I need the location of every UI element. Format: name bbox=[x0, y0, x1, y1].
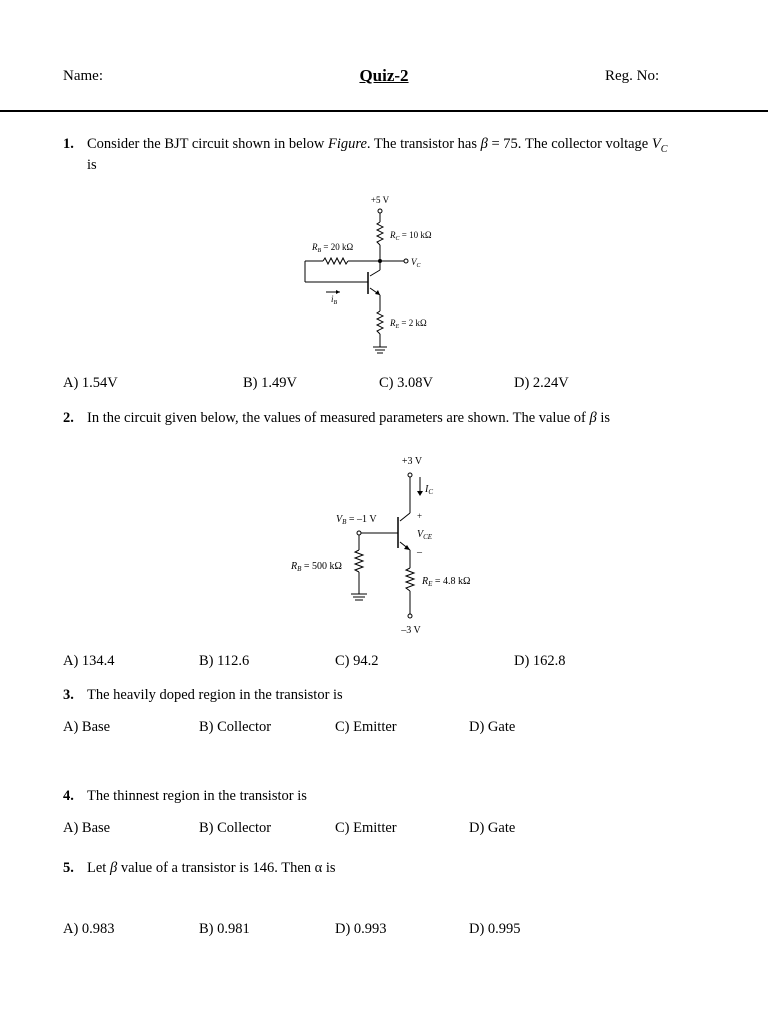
re-resistor bbox=[406, 568, 414, 591]
page-title: Quiz-2 bbox=[359, 66, 409, 85]
question-1 bbox=[63, 134, 723, 178]
supply-top-label: +3 V bbox=[401, 456, 423, 467]
q4-option-d: D) Gate bbox=[469, 820, 516, 836]
rb-resistor bbox=[323, 258, 348, 264]
circuit-figure-1 bbox=[290, 190, 470, 360]
reg-no-label: Reg. No: bbox=[605, 68, 660, 84]
q4-option-a: A) Base bbox=[63, 820, 111, 836]
question-4 bbox=[63, 786, 723, 808]
ic-label: $I_C$ bbox=[425, 484, 434, 496]
rb-label: $R_B = 20$ kΩ bbox=[312, 242, 354, 254]
vc-label: $V_C$ bbox=[411, 257, 421, 269]
vb-label: $V_B = -1$ V bbox=[336, 514, 377, 526]
rb-label: $R_B = 500$ kΩ bbox=[291, 561, 342, 573]
question-text: Let β value of a transistor is 146. Then α is bbox=[87, 860, 336, 876]
q2-option-b: B) 112.6 bbox=[199, 653, 250, 669]
question-text-line2: is bbox=[87, 157, 97, 173]
q3-option-a: A) Base bbox=[63, 719, 111, 735]
vb-node bbox=[357, 531, 361, 535]
q1-option-d: D) 2.24V bbox=[514, 375, 569, 391]
header-divider bbox=[0, 110, 768, 112]
question-5 bbox=[63, 858, 723, 880]
supply-terminal bbox=[378, 209, 382, 213]
vce-label: $V_{CE}$ bbox=[417, 529, 433, 541]
question-text: The thinnest region in the transistor is bbox=[87, 788, 307, 804]
question-number: 1. bbox=[63, 136, 74, 152]
q1-option-b: B) 1.49V bbox=[243, 375, 297, 391]
supply-bottom-terminal bbox=[408, 614, 412, 618]
q2-option-a: A) 134.4 bbox=[63, 653, 115, 669]
question-3 bbox=[63, 685, 723, 707]
name-label: Name: bbox=[63, 68, 103, 84]
question-number: 2. bbox=[63, 410, 74, 426]
supply-label: +5 V bbox=[370, 195, 390, 205]
supply-top-terminal bbox=[408, 473, 412, 477]
q5-option-a: A) 0.983 bbox=[63, 921, 115, 937]
re-resistor bbox=[377, 311, 383, 334]
ib-label: $i_B$ bbox=[331, 294, 338, 306]
circuit-figure-2 bbox=[280, 450, 500, 640]
question-number: 4. bbox=[63, 788, 74, 804]
q5-option-c: D) 0.993 bbox=[335, 921, 387, 937]
vce-plus: + bbox=[417, 511, 423, 521]
q5-option-b: B) 0.981 bbox=[199, 921, 250, 937]
rc-label: $R_C = 10$ kΩ bbox=[390, 230, 432, 242]
question-text: In the circuit given below, the values of measured parameters are shown. The value of β is bbox=[87, 410, 611, 426]
q3-option-b: B) Collector bbox=[199, 719, 272, 735]
q4-option-b: B) Collector bbox=[199, 820, 272, 836]
vce-minus: – bbox=[417, 547, 422, 558]
supply-bottom-label: –3 V bbox=[401, 625, 421, 636]
re-label: $R_E = 2$ kΩ bbox=[390, 318, 427, 330]
question-number: 5. bbox=[63, 860, 74, 876]
question-2 bbox=[63, 408, 723, 430]
q4-option-c: C) Emitter bbox=[335, 820, 397, 836]
q2-option-d: D) 162.8 bbox=[514, 653, 566, 669]
q5-option-d: D) 0.995 bbox=[469, 921, 521, 937]
rc-resistor bbox=[377, 222, 383, 245]
question-number: 3. bbox=[63, 687, 74, 703]
q3-option-d: D) Gate bbox=[469, 719, 516, 735]
q2-option-c: C) 94.2 bbox=[335, 653, 379, 669]
q3-option-c: C) Emitter bbox=[335, 719, 397, 735]
question-text: Consider the BJT circuit shown in below Figure. The transistor has β = 75. The collector voltage $V_C$ bbox=[87, 136, 668, 155]
re-label: $R_E = 4.8$ kΩ bbox=[422, 576, 471, 588]
question-text: The heavily doped region in the transistor is bbox=[87, 687, 343, 703]
rb-resistor bbox=[355, 550, 363, 572]
q1-option-c: C) 3.08V bbox=[379, 375, 433, 391]
q1-option-a: A) 1.54V bbox=[63, 375, 118, 391]
